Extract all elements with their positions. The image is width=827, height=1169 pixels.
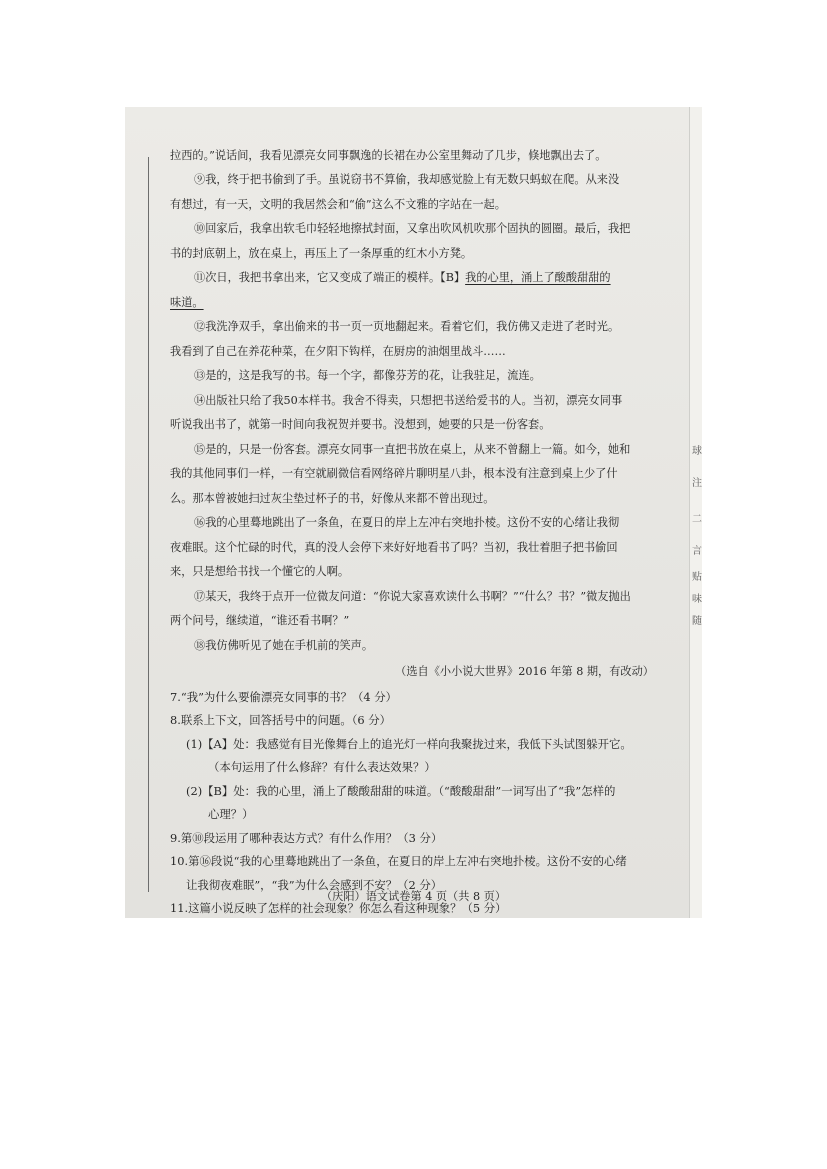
- next-page-edge: [689, 107, 702, 918]
- edge-char: 贴: [692, 572, 702, 583]
- exam-text: [170, 143, 660, 918]
- question-8-2-prompt: 心理？）: [208, 807, 254, 822]
- paragraph-12: ⑫我洗净双手，拿出偷来的书一页一页地翻起来。看着它们，我仿佛又走进了老时光。: [194, 320, 620, 334]
- source-citation: （选自《小小说大世界》2016 年第 8 期，有改动）: [395, 664, 654, 678]
- passage-line: [170, 290, 660, 315]
- paragraph-9: ⑨我，终于把书偷到了手。虽说窃书不算偷，我却感觉脸上有无数只蚂蚁在爬。从来没: [194, 173, 620, 187]
- scanned-page-photo: [125, 107, 702, 918]
- passage-line: 夜难眠。这个忙碌的时代，真的没人会停下来好好地看书了吗？当初，我壮着胆子把书偷回: [170, 540, 618, 554]
- paragraph-13: ⑬是的，这是我写的书。每一个字，都像芬芳的花，让我驻足，流连。: [194, 369, 541, 383]
- passage-line: 听说我出书了，就第一时间向我祝贺并要书。没想到，她要的只是一份客套。: [170, 418, 551, 432]
- paragraph-17: ⑰某天，我终于点开一位微友问道：“你说大家喜欢读什么书啊？”“什么？书？”微友抛出: [194, 589, 631, 603]
- passage-line: 书的封底朝上，放在桌上，再压上了一条厚重的红木小方凳。: [170, 246, 473, 260]
- paragraph-16: ⑯我的心里蓦地跳出了一条鱼，在夏日的岸上左冲右突地扑棱。这份不安的心绪让我彻: [194, 516, 620, 530]
- paragraph-15: ⑮是的，只是一份客套。漂亮女同事一直把书放在桌上，从来不曾翻上一篇。如今，她和: [194, 442, 631, 456]
- underlined-sentence-b: 我的心里，涌上了酸酸甜甜的: [465, 271, 611, 285]
- passage-line: 来，只是想给书找一个懂它的人啊。: [170, 565, 350, 579]
- passage-line: 我的其他同事们一样，一有空就刷微信看网络碎片聊明星八卦，根本没有注意到桌上少了什: [170, 467, 618, 481]
- question-8-2: (2)【B】处：我的心里，涌上了酸酸甜甜的味道。（“酸酸甜甜”一词写出了“我”怎样的: [186, 783, 616, 798]
- edge-char: 言: [692, 546, 702, 557]
- page-footer: （庆阳）语文试卷第 4 页（共 8 页）: [320, 890, 507, 903]
- question-10: 10.第⑯段说“我的心里蓦地跳出了一条鱼，在夏日的岸上左冲右突地扑棱。这份不安的心绪: [170, 854, 627, 869]
- underlined-sentence-b: 味道。: [170, 295, 204, 309]
- edge-char: 注: [692, 478, 702, 489]
- passage-line: 拉西的。”说话间，我看见漂亮女同事飘逸的长裙在办公室里舞动了几步，倏地飘出去了。: [170, 148, 607, 162]
- passage-text: ⑪次日，我把书拿出来，它又变成了端正的模样。【B】: [194, 271, 466, 285]
- question-10-cont: 让我彻夜难眠”，“我”为什么会感到不安？（2 分）: [186, 877, 443, 892]
- question-8-1-prompt: （本句运用了什么修辞？有什么表达效果？）: [208, 760, 436, 775]
- edge-char: 球: [692, 446, 702, 457]
- passage-line: 我看到了自己在养花种菜，在夕阳下钩样，在厨房的油烟里战斗……: [170, 344, 506, 358]
- question-8-1: (1)【A】处：我感觉有目光像舞台上的追光灯一样向我聚拢过来，我低下头试图躲开它。: [186, 736, 632, 751]
- edge-char: 味: [692, 594, 702, 605]
- question-9: 9.第⑩段运用了哪种表达方式？有什么作用？（3 分）: [170, 830, 443, 845]
- passage-line: 么。那本曾被她扫过灰尘垫过杯子的书，好像从来都不曾出现过。: [170, 491, 495, 505]
- passage-line: 两个问号，继续道，“谁还看书啊？”: [170, 614, 350, 628]
- edge-char: 二: [692, 514, 702, 525]
- passage-line: 有想过，有一天，文明的我居然会和“偷”这么不文雅的字站在一起。: [170, 197, 506, 211]
- paragraph-18: ⑱我仿佛听见了她在手机前的笑声。: [194, 638, 374, 652]
- paragraph-14: ⑭出版社只给了我50本样书。我舍不得卖，只想把书送给爱书的人。当初，漂亮女同事: [194, 393, 623, 407]
- edge-char: 随: [692, 616, 702, 627]
- paragraph-11: [170, 266, 660, 291]
- paragraph-10: ⑩回家后，我拿出软毛巾轻轻地擦拭封面，又拿出吹风机吹那个固执的圆圈。最后，我把: [194, 222, 631, 236]
- question-11: 11.这篇小说反映了怎样的社会现象？你怎么看这种现象？（5 分）: [170, 901, 507, 916]
- question-7: 7.“我”为什么要偷漂亮女同事的书？（4 分）: [170, 689, 398, 704]
- question-8: 8.联系上下文，回答括号中的问题。（6 分）: [170, 713, 392, 728]
- left-margin-line: [148, 157, 149, 892]
